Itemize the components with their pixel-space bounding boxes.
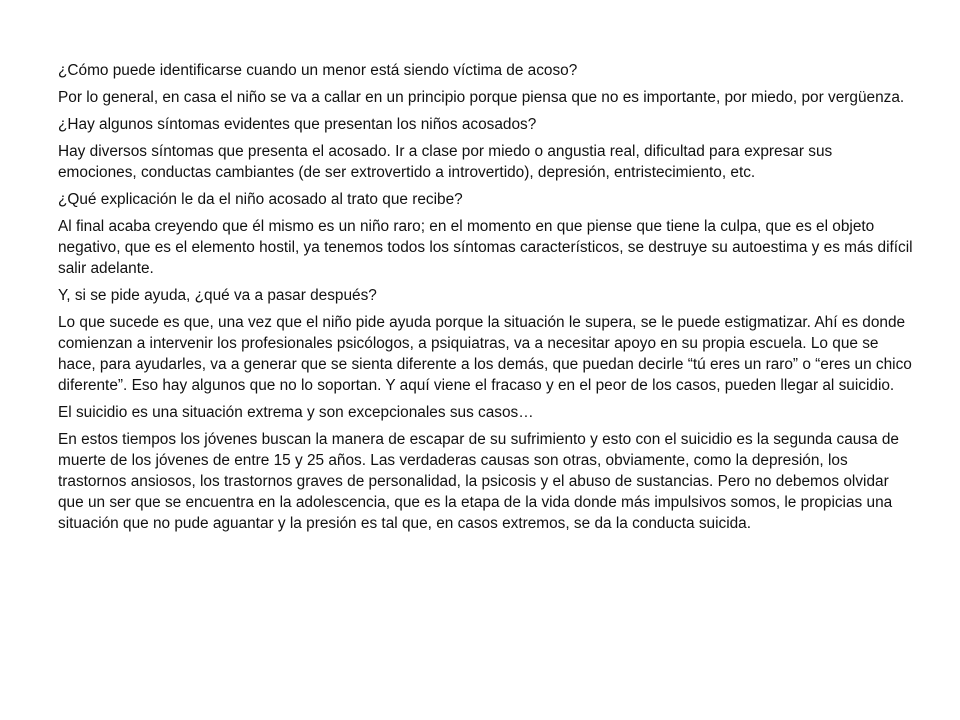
answer-5: En estos tiempos los jóvenes buscan la manera de escapar de su sufrimiento y esto con el suicidio es la segunda causa de muerte de los jóvenes de entre 15 y 25 años. Las verdaderas causas son otras, obviamente, como la depresión, los trastornos ansiosos, los trastornos graves de personalidad, la psicosis y el abuso de sustancias. Pero no debemos olvidar que un ser que se encuentra en la adolescencia, que es la etapa de la vida donde más impulsivos somos, le propicias una situación que no pude aguantar y la presión es tal que, en casos extremos, se da la conducta suicida. <box>58 431 899 532</box>
question-3: ¿Qué explicación le da el niño acosado al trato que recibe? <box>58 191 463 208</box>
answer-1: Por lo general, en casa el niño se va a callar en un principio porque piensa que no es importante, por miedo, por vergüenza. <box>58 89 905 106</box>
question-5: El suicidio es una situación extrema y son excepcionales sus casos… <box>58 404 534 421</box>
answer-2: Hay diversos síntomas que presenta el acosado. Ir a clase por miedo o angustia real, dificultad para expresar sus emociones, conductas cambiantes (de ser extrovertido a introvertido), depresión, entristecimiento, etc. <box>58 143 833 181</box>
text-body <box>58 60 914 540</box>
question-4: Y, si se pide ayuda, ¿qué va a pasar después? <box>58 287 377 304</box>
answer-4: Lo que sucede es que, una vez que el niño pide ayuda porque la situación le supera, se le puede estigmatizar. Ahí es donde comienzan a intervenir los profesionales psicólogos, a psiquiatras, va a necesitar apoyo en su propia escuela. Lo que se hace, para ayudarles, va a generar que se sienta diferente a los demás, que puedan decirle “tú eres un raro” o “eres un chico diferente”. Eso hay algunos que no lo soportan. Y aquí viene el fracaso y en el peor de los casos, pueden llegar al suicidio. <box>58 314 912 394</box>
answer-3: Al final acaba creyendo que él mismo es un niño raro; en el momento en que piense que tiene la culpa, que es el objeto negativo, que es el elemento hostil, ya tenemos todos los síntomas característicos, se destruye su autoestima y es más difícil salir adelante. <box>58 218 913 277</box>
question-2: ¿Hay algunos síntomas evidentes que presentan los niños acosados? <box>58 116 537 133</box>
question-1: ¿Cómo puede identificarse cuando un menor está siendo víctima de acoso? <box>58 62 578 79</box>
